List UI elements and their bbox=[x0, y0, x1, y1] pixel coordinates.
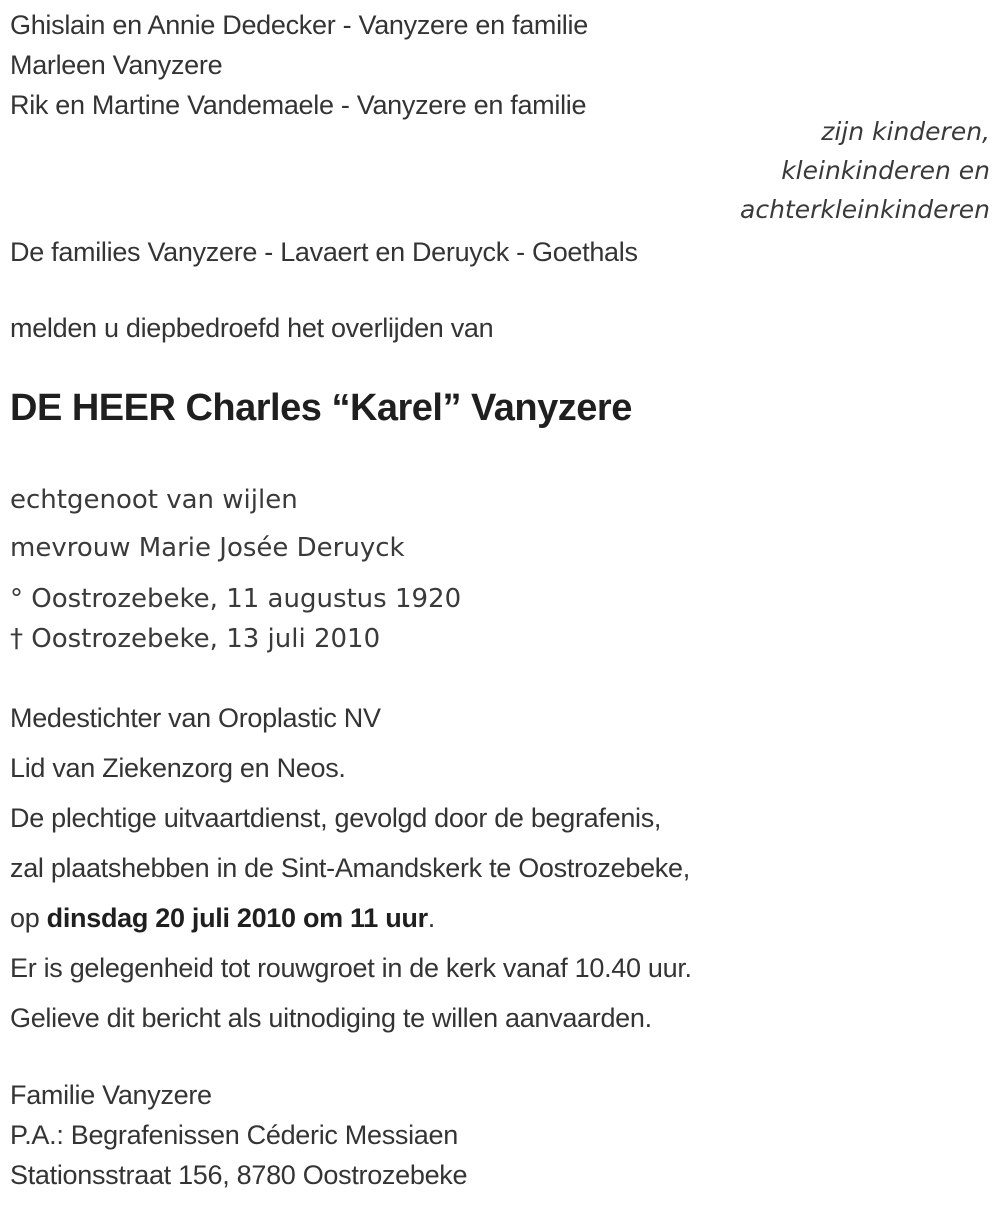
service-line-2: zal plaatshebben in de Sint-Amandskerk te Oostrozebeke, bbox=[10, 853, 690, 883]
service-date-bold: dinsdag 20 juli 2010 om 11 uur bbox=[46, 903, 428, 933]
birth-line: ° Oostrozebeke, 11 augustus 1920 bbox=[10, 584, 462, 614]
service-date-line bbox=[10, 893, 990, 943]
spouse-name-line: mevrouw Marie Josée Deruyck bbox=[10, 533, 405, 563]
announcement-body-block bbox=[10, 693, 990, 1043]
death-line: † Oostrozebeke, 13 juli 2010 bbox=[10, 624, 381, 654]
service-date-suffix: . bbox=[427, 903, 435, 933]
relation-note-line-3: achterkleinkinderen bbox=[740, 195, 990, 224]
families-line: De families Vanyzere - Lavaert en Deruyck - Goethals bbox=[10, 237, 638, 267]
life-line-2: Lid van Ziekenzorg en Neos. bbox=[10, 753, 346, 783]
relation-note-line-2: kleinkinderen en bbox=[781, 156, 990, 185]
funeral-address-line: Stationsstraat 156, 8780 Oostrozebeke bbox=[10, 1160, 468, 1190]
life-line-1: Medestichter van Oroplastic NV bbox=[10, 703, 381, 733]
mourner-line-1: Ghislain en Annie Dedecker - Vanyzere en familie bbox=[10, 10, 588, 40]
signature-line: Familie Vanyzere bbox=[10, 1080, 212, 1110]
spouse-intro-line: echtgenoot van wijlen bbox=[10, 485, 298, 515]
signature-block bbox=[10, 1075, 990, 1195]
invitation-line: Gelieve dit bericht als uitnodiging te willen aanvaarden. bbox=[10, 1003, 652, 1033]
spouse-block bbox=[10, 476, 990, 572]
relation-note-block bbox=[10, 112, 990, 229]
service-date-prefix: op bbox=[10, 903, 47, 933]
mourner-line-3: Rik en Martine Vandemaele - Vanyzere en familie bbox=[10, 90, 587, 120]
relation-note-line-1: zijn kinderen, bbox=[821, 117, 990, 146]
funeral-home-line: P.A.: Begrafenissen Céderic Messiaen bbox=[10, 1120, 458, 1150]
dates-block bbox=[10, 579, 990, 659]
intro-line: melden u diepbedroefd het overlijden van bbox=[10, 313, 494, 343]
visitation-line: Er is gelegenheid tot rouwgroet in de kerk vanaf 10.40 uur. bbox=[10, 953, 692, 983]
mourners-block bbox=[10, 5, 990, 125]
deceased-name-heading: DE HEER Charles “Karel” Vanyzere bbox=[10, 387, 632, 429]
mourner-line-2: Marleen Vanyzere bbox=[10, 50, 223, 80]
service-line-1: De plechtige uitvaartdienst, gevolgd door de begrafenis, bbox=[10, 803, 662, 833]
